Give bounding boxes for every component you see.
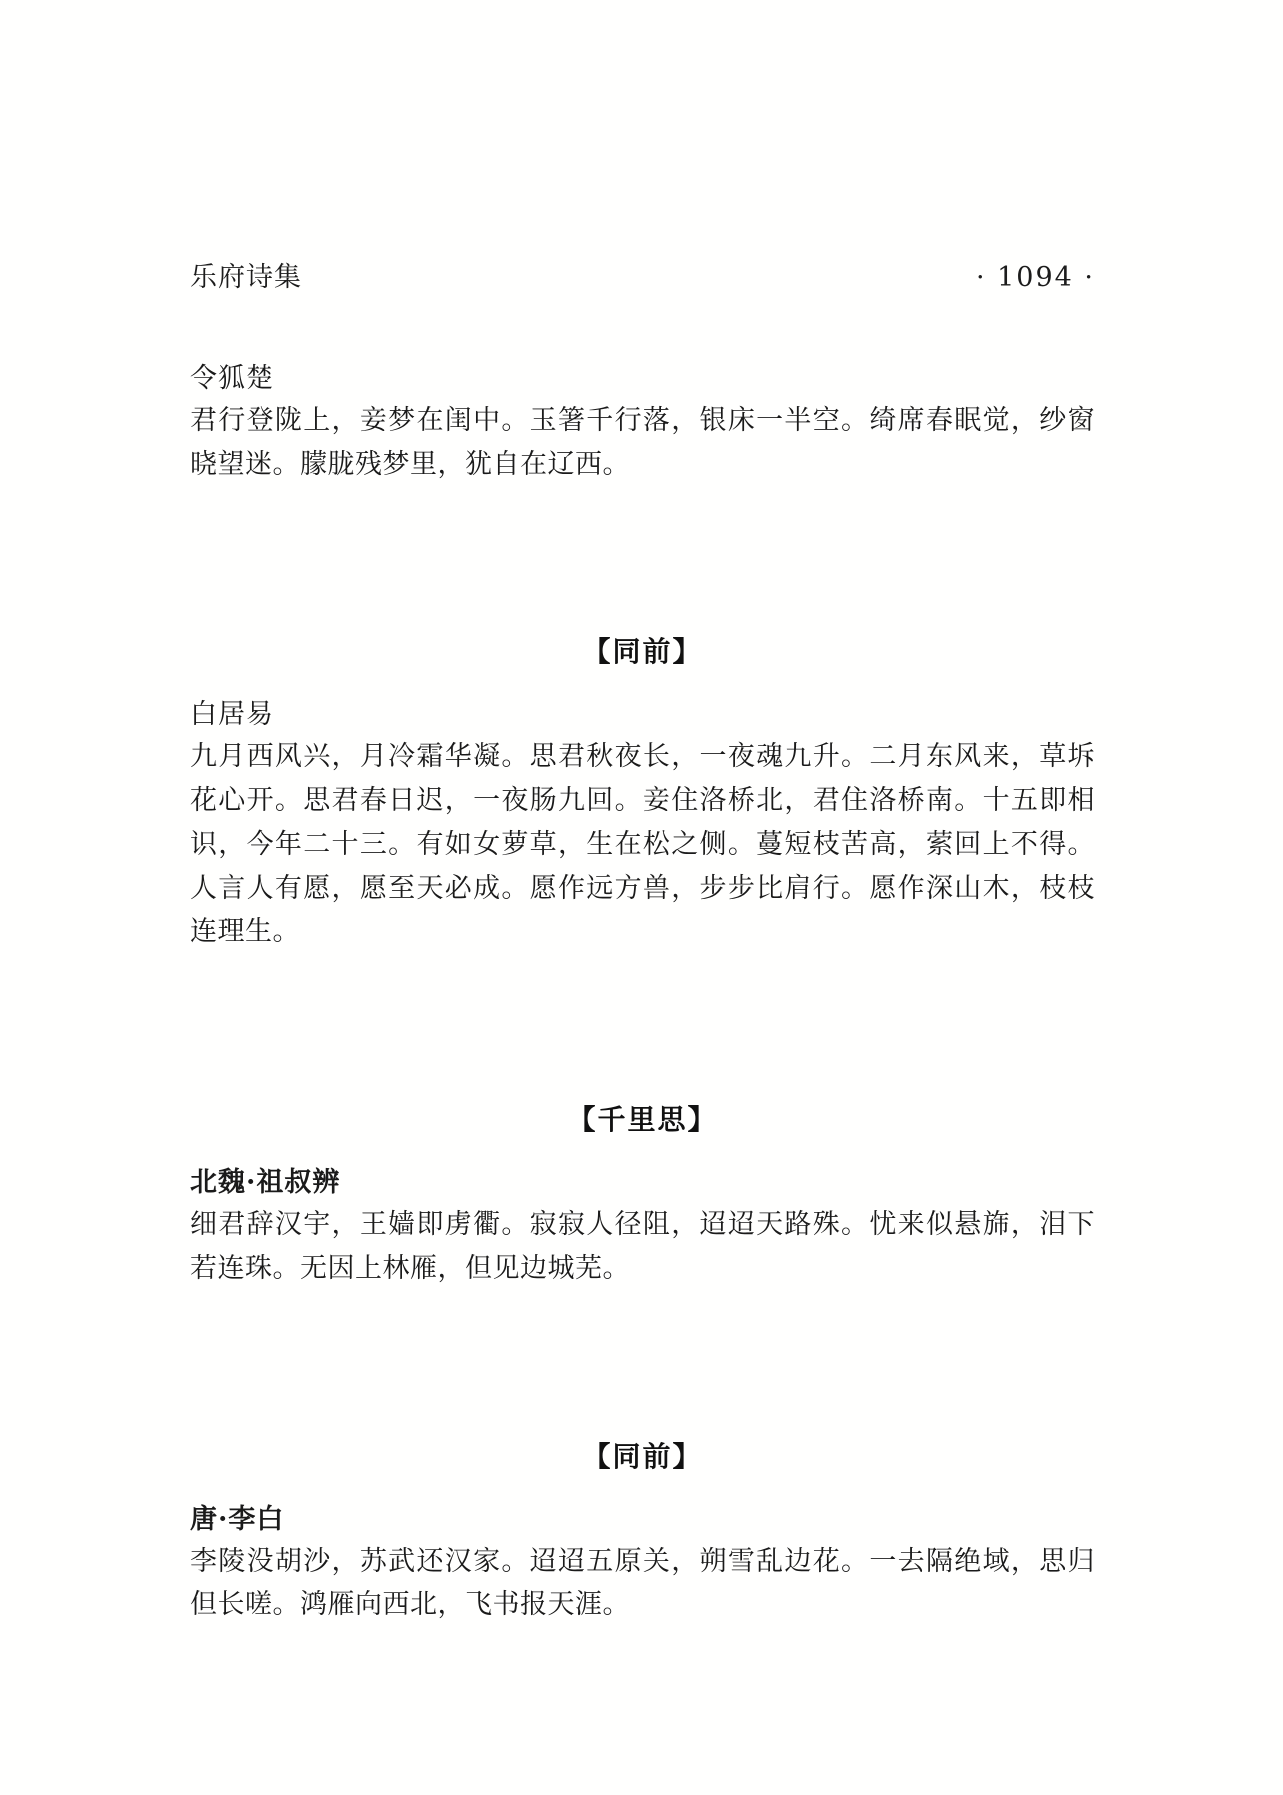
page-number: · 1094 · bbox=[975, 262, 1095, 293]
poem-body: 细君辞汉宇，王嫱即虏衢。寂寂人径阻，迢迢天路殊。忧来似悬旆，泪下若连珠。无因上林雁，但见边城芜。 bbox=[190, 1209, 1095, 1284]
poem-body: 李陵没胡沙，苏武还汉家。迢迢五原关，朔雪乱边花。一去隔绝域，思归但长嗟。鸿雁向西北，飞书报天涯。 bbox=[190, 1545, 1095, 1621]
poem-title: 【同前】 bbox=[582, 1439, 703, 1473]
page-content bbox=[190, 255, 1095, 1653]
poem-attribution: 令狐楚 bbox=[190, 363, 274, 394]
section-spacer bbox=[190, 1317, 1095, 1435]
poem-title: 【同前】 bbox=[582, 635, 703, 669]
poem-section-1 bbox=[190, 356, 1095, 486]
poem-attribution: 唐·李白 bbox=[190, 1503, 285, 1535]
section-spacer bbox=[190, 980, 1095, 1098]
poem-section-4 bbox=[190, 1435, 1095, 1627]
poem-body: 九月西风兴，月冷霜华凝。思君秋夜长，一夜魂九升。二月东风来，草坼花心开。思君春日迟，一夜肠九回。妾住洛桥北，君住洛桥南。十五即相识，今年二十三。有如女萝草，生在松之侧。蔓短枝苦高，萦回上不得。人言人有愿，愿至天必成。愿作远方兽，步步比肩行。愿作深山木，枝枝连理生。 bbox=[190, 741, 1095, 948]
poem-section-3 bbox=[190, 1098, 1095, 1290]
poem-section-2 bbox=[190, 630, 1095, 954]
section-spacer bbox=[190, 512, 1095, 630]
poem-title: 【千里思】 bbox=[567, 1103, 718, 1137]
running-header bbox=[190, 255, 1095, 294]
poem-body: 君行登陇上，妾梦在闺中。玉箸千行落，银床一半空。绮席春眠觉，纱窗晓望迷。朦胧残梦里，犹自在辽西。 bbox=[190, 405, 1095, 480]
poem-attribution: 北魏·祖叔辨 bbox=[190, 1167, 341, 1199]
poem-attribution: 白居易 bbox=[190, 699, 274, 731]
book-title: 乐府诗集 bbox=[190, 262, 302, 293]
